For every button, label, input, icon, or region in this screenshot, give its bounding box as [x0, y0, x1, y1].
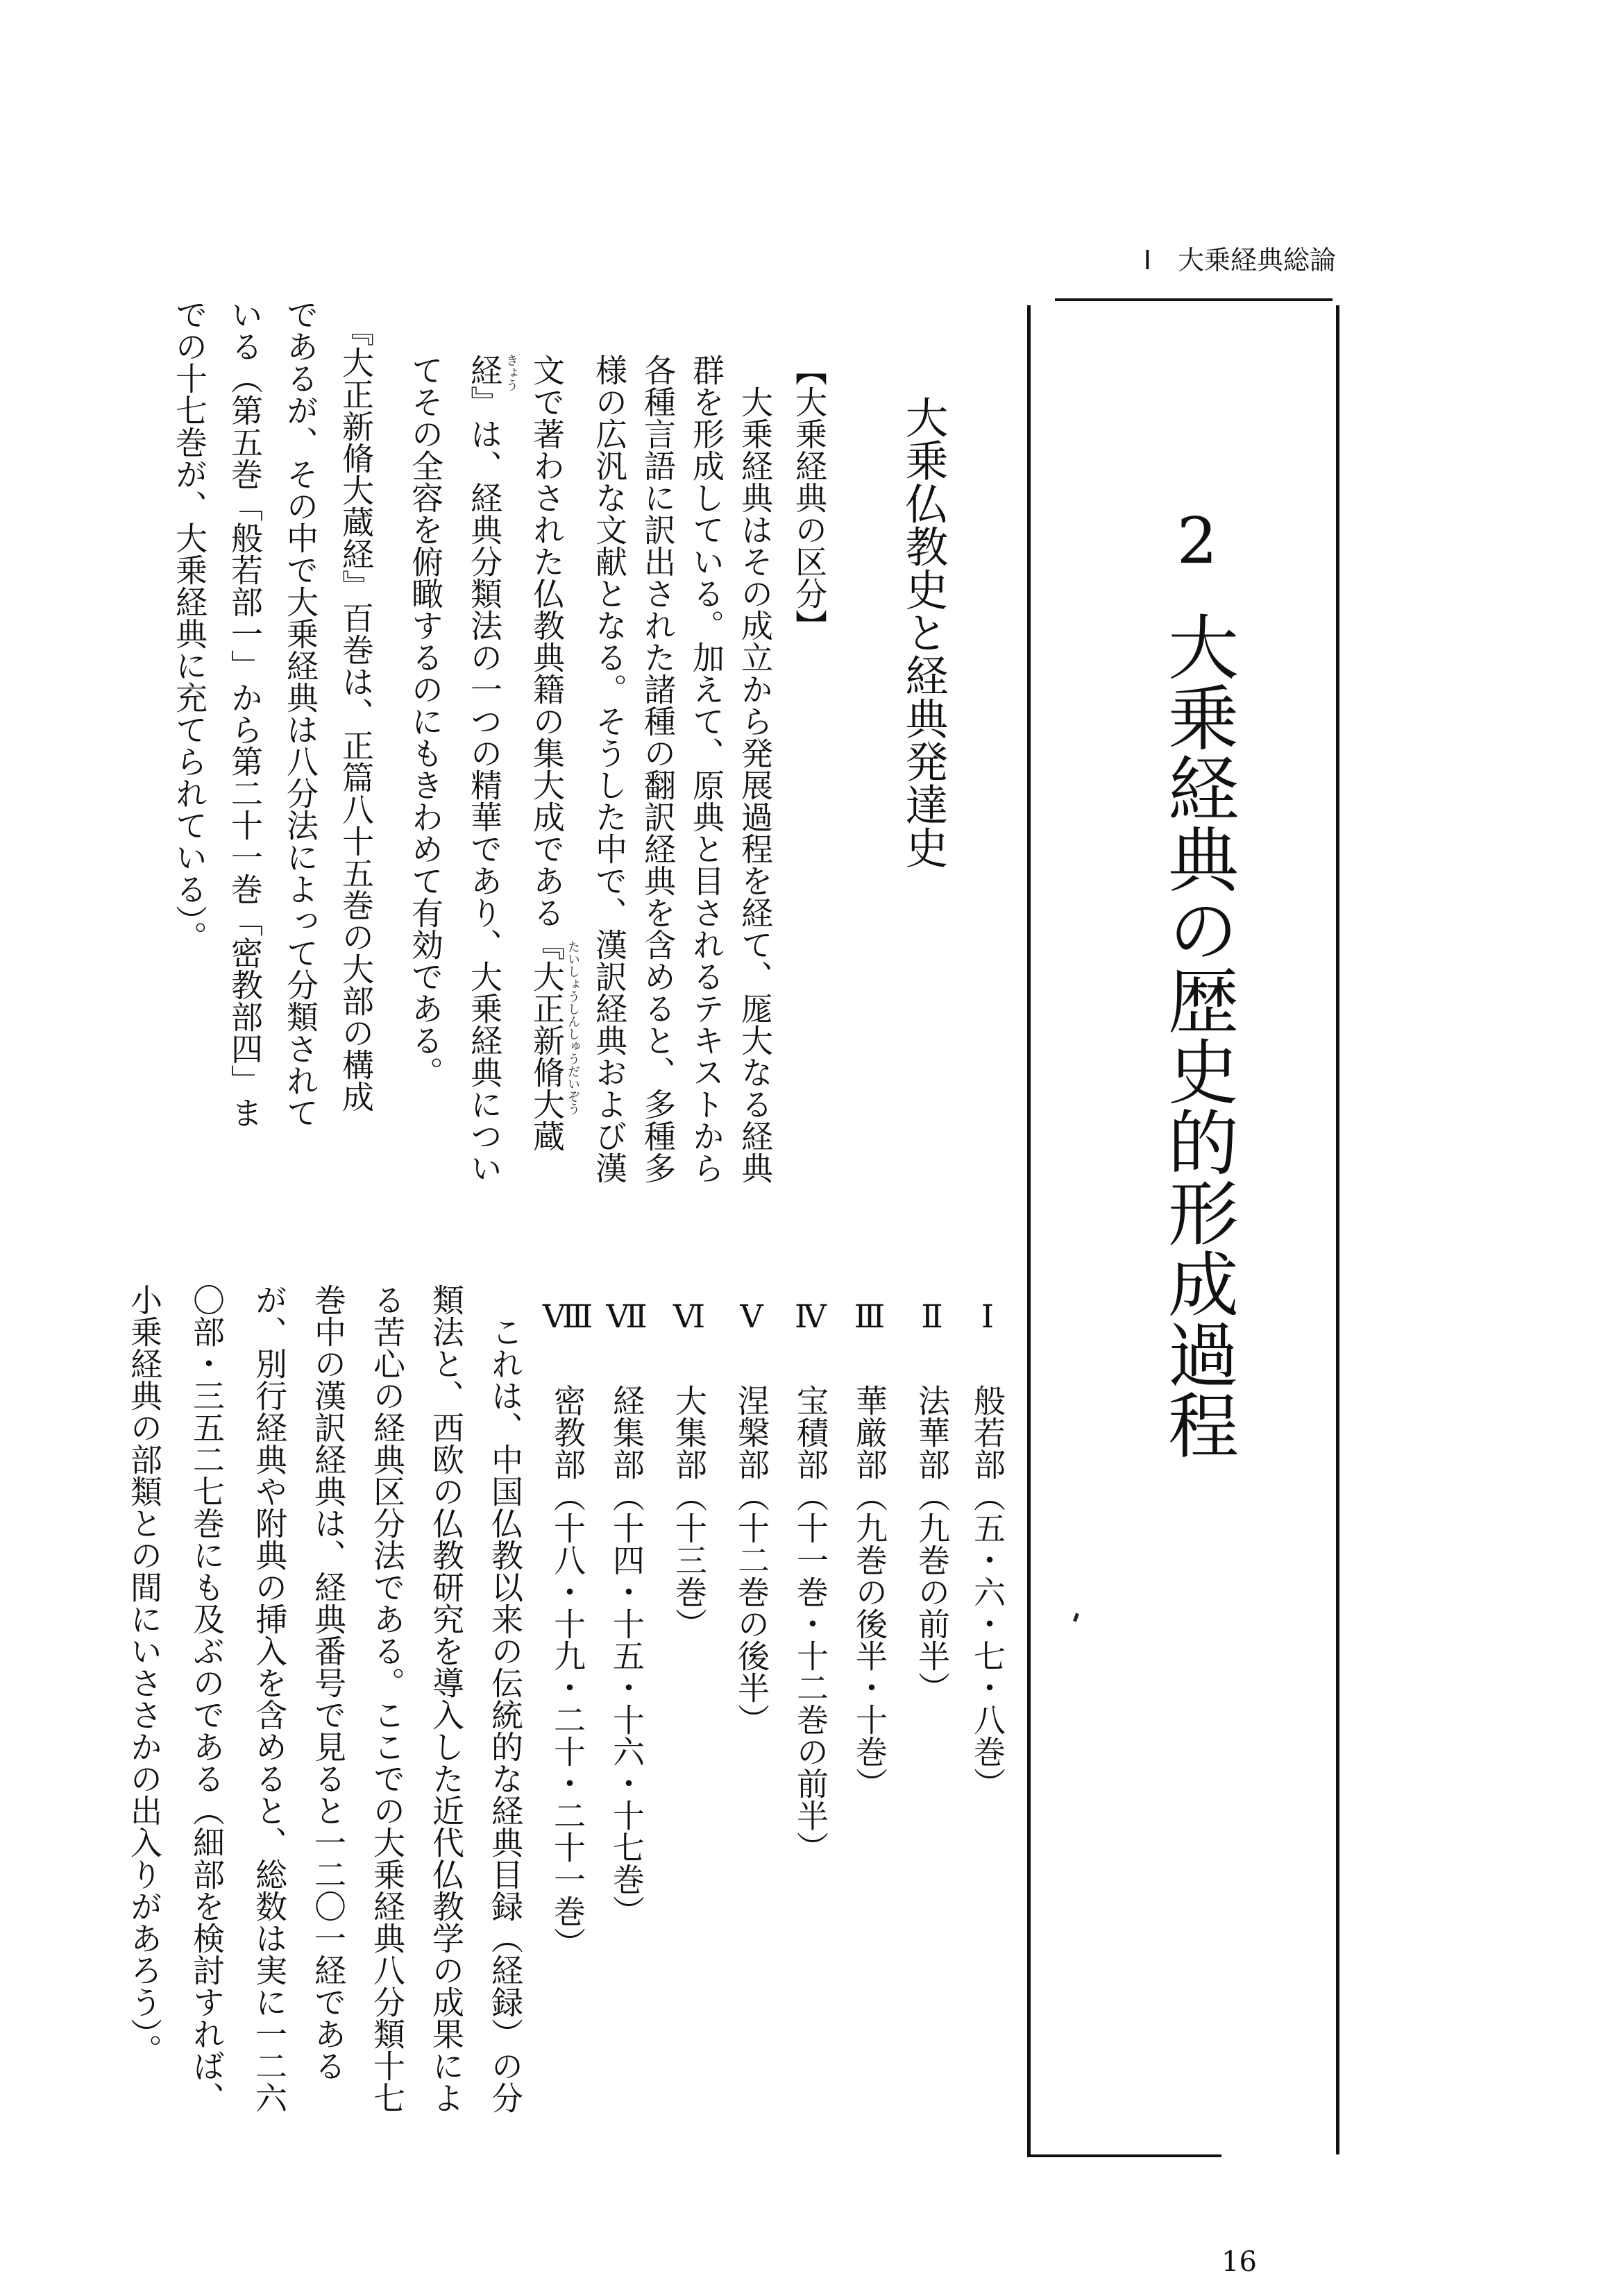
- category-item: 涅槃部（十二巻の後半）: [733, 1384, 770, 1735]
- title-box-bottom-rule: [1027, 2154, 1221, 2157]
- category-item: 般若部（五・六・七・八巻）: [969, 1384, 1006, 1799]
- paragraph1-line: 様の広汎な文献となる。そうした中で、漢訳経典および漢: [591, 354, 628, 1184]
- category-item: 密教部（十八・十九・二十・二十一巻）: [549, 1384, 586, 1959]
- category-numeral: Ⅴ: [733, 1298, 770, 1335]
- paragraph1-line: 大乗経典はその成立から発展過程を経て、厖大なる経典: [736, 354, 774, 1184]
- paragraph1-line: 文で著わされた仏教典籍の集大成である『大正新脩大蔵: [528, 354, 566, 1152]
- paragraph3-line: が、別行経典や附典の挿入を含めると、総数は実に一二六: [251, 1284, 288, 2114]
- category-numeral: Ⅷ: [549, 1298, 586, 1335]
- paragraph3-line: る苦心の経典区分法である。ここでの大乗経典八分類十七: [369, 1284, 406, 2114]
- category-numeral: Ⅰ: [969, 1298, 1006, 1335]
- title-box-top-rule: [1055, 298, 1333, 301]
- paragraph2-line: での十七巻が、大乗経典に充てられている）。: [171, 298, 208, 953]
- paragraph2-line: 『大正新脩大蔵経』百巻は、正篇八十五巻の大部の構成: [337, 298, 375, 1112]
- paragraph3-line: これは、中国仏教以来の伝統的な経典目録（経録）の分: [487, 1284, 524, 2114]
- section-title: 大乗仏教史と経典発達史: [898, 396, 949, 869]
- paragraph1-line: 群を形成している。加えて、原典と目されるテキストから: [688, 354, 725, 1184]
- subsection-heading: 【大乗経典の区分】: [790, 354, 828, 641]
- paragraph1-line: てその全容を俯瞰するのにもきわめて有効である。: [407, 354, 444, 1088]
- running-head: I 大乗経典総論: [1143, 245, 1336, 275]
- category-item: 大集部（十三巻）: [670, 1384, 708, 1640]
- paragraph3-line: 小乗経典の部類との間にいささかの出入りがあろう）。: [126, 1284, 163, 2066]
- paragraph2-line: いる（第五巻「般若部一」から第二十一巻「密教部四」ま: [226, 298, 264, 1128]
- paragraph1-line: 各種言語に訳出された諸種の翻訳経典を含めると、多種多: [639, 354, 677, 1184]
- category-numeral: Ⅲ: [851, 1298, 888, 1335]
- ruby-taisho: たいしょうしんしゅうだいぞう: [566, 940, 580, 1115]
- category-item: 経集部（十四・十五・十六・十七巻）: [608, 1384, 645, 1927]
- category-item: 華厳部（九巻の後半・十巻）: [851, 1384, 888, 1799]
- category-numeral: Ⅳ: [792, 1298, 829, 1335]
- page-number: 16: [1221, 2246, 1257, 2278]
- category-numeral: Ⅶ: [608, 1298, 645, 1335]
- paragraph1-line: 経』は、経典分類法の一つの精華であり、大乗経典につい: [466, 354, 503, 1184]
- category-numeral: Ⅱ: [913, 1298, 951, 1335]
- chapter-title: 大乗経典の歴史的形成過程: [1156, 611, 1239, 1460]
- category-item: 法華部（九巻の前半）: [913, 1384, 951, 1703]
- paragraph3-line: 類法と、西欧の仏教研究を導入した近代仏教学の成果によ: [428, 1284, 465, 2114]
- category-numeral: Ⅵ: [670, 1298, 708, 1335]
- ruby-kyo: きょう: [504, 354, 518, 391]
- chapter-number: 2: [1176, 504, 1218, 578]
- category-item: 宝積部（十一巻・十二巻の前半）: [792, 1384, 829, 1863]
- paragraph3-line: 〇部・三五二七巻にも及ぶのである（細部を検討すれば、: [188, 1284, 226, 2114]
- paragraph3-line: 巻中の漢訳経典は、経典番号で見ると一二〇一経である: [310, 1284, 347, 2082]
- paragraph2-line: であるが、その中で大乗経典は八分法によって分類されて: [282, 298, 319, 1128]
